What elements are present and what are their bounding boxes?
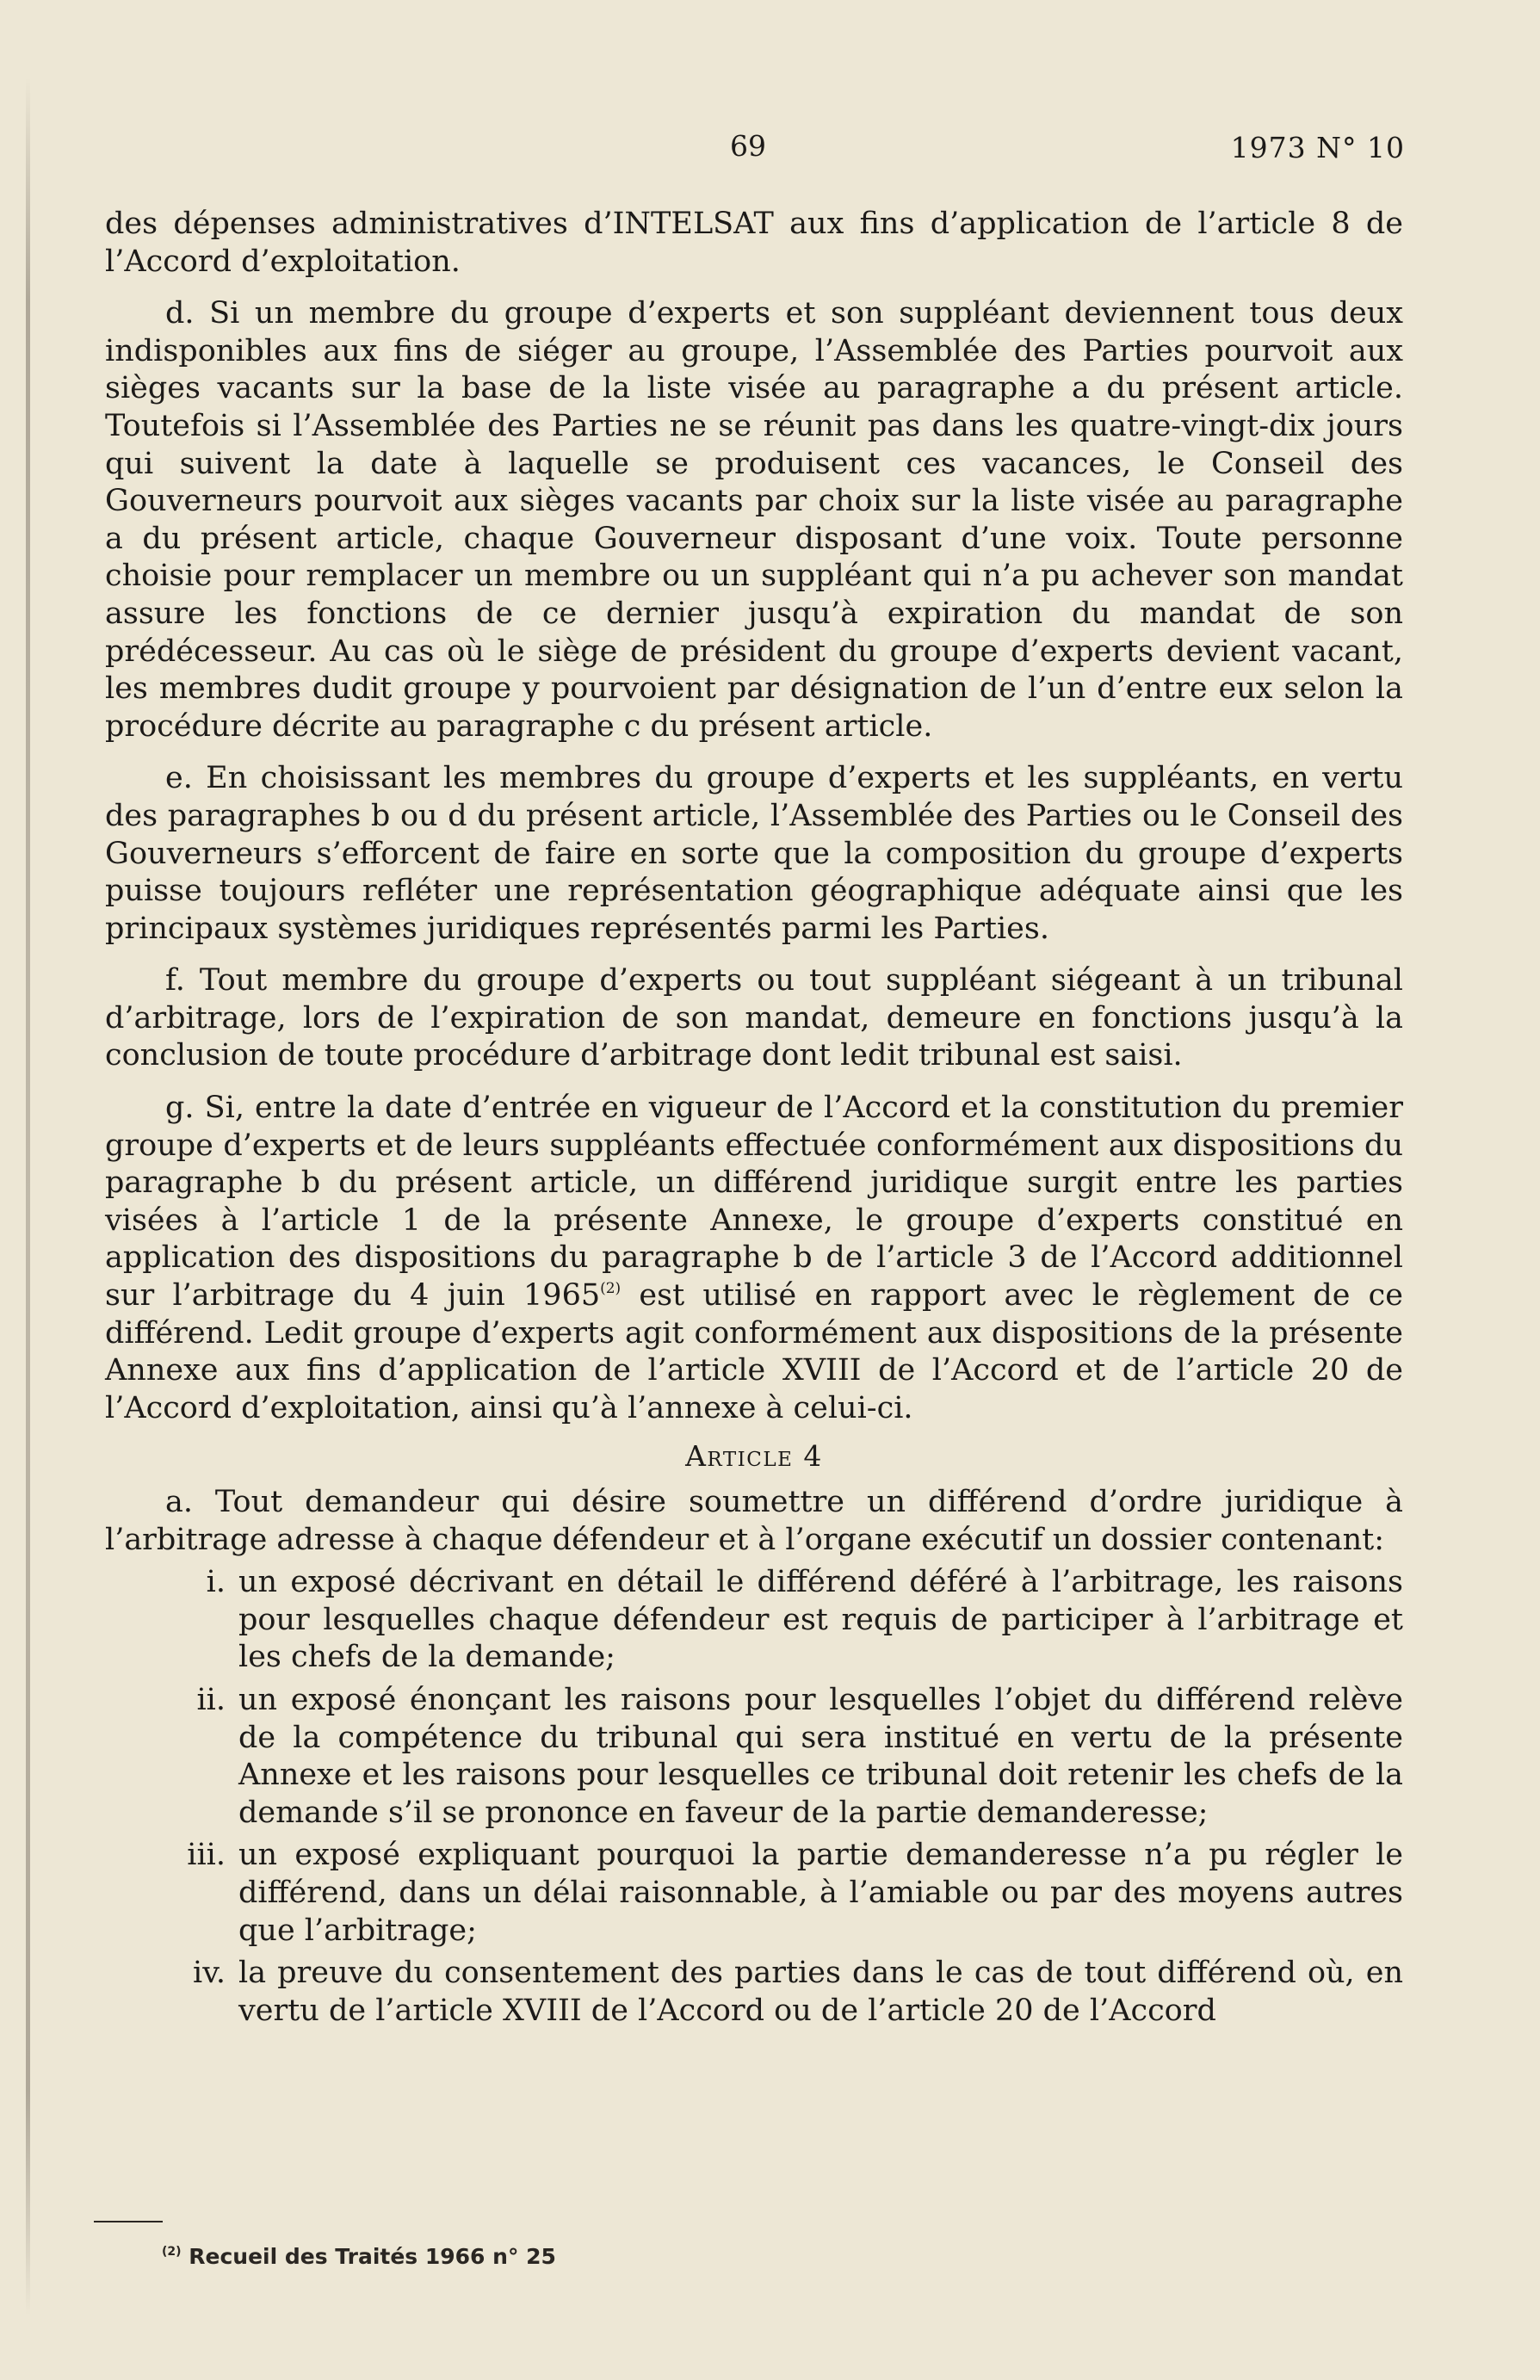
list-item-text: la preuve du consentement des parties dans le cas de tout différend où, en vertu de l’article XVIII de l’Accord ou de l’article 20 de l’Accord [238,1956,1403,2028]
list-item-number: iii. [187,1838,226,1873]
list-item-number: iv. [193,1956,226,1991]
paragraph-d: d. Si un membre du groupe d’experts et son suppléant deviennent tous deux indisponibles aux fins de siéger au groupe, l’Assemblée des Parties pourvoit aux sièges vacants sur la base de la liste visée au paragraphe a du présent article. Toutefois si l’Assemblée des Parties ne se réunit pas dans les quatre-vingt-dix jours qui suivent la date à laquelle se produisent ces vacances, le Conseil des Gouverneurs pourvoit aux sièges vacants par choix sur la liste visée au paragraphe a du présent article, chaque Gouverneur disposant d’une voix. Toute personne choisie pour remplacer un membre ou un suppléant qui n’a pu achever son mandat assure les fonctions de ce dernier jusqu’à expiration du mandat de son prédécesseur. Au cas où le siège de président du groupe d’experts devient vacant, les membres dudit groupe y pourvoient par désignation de l’un d’entre eux selon la procédure décrite au paragraphe c du présent article. [105,296,1403,744]
list-item-number: i. [206,1565,226,1600]
footnote [162,2238,556,2276]
footnote-marker: (2) [162,2245,182,2259]
paragraph-g-text-before: g. Si, entre la date d’entrée en vigueur de l’Accord et la constitution du premier groupe d’experts et de leurs suppléants effectuée conformément aux dispositions du paragraphe b du présent article, un différend juridique surgit entre les parties visées à l’article 1 de la présente Annexe, le groupe d’experts constitué en application des dispositions du paragraphe b de l’article 3 de l’Accord additionnel sur l’arbitrage du 4 juin 1965 [105,1091,1403,1314]
paragraph-g-text-after: est utilisé en rapport avec le règlement de ce différend. Ledit groupe d’experts agit conformément aux dispositions de la présente Annexe aux fins d’application de l’article XVIII de l’Accord et de l’article 20 de l’Accord d’exploitation, ainsi qu’à l’annexe à celui-ci. [105,1278,1403,1425]
paragraph-g [105,1090,1403,1427]
list-item-text: un exposé expliquant pourquoi la partie demanderesse n’a pu régler le différend, dans un délai raisonnable, à l’amiable ou par des moyens autres que l’arbitrage; [238,1838,1403,1948]
footnote-reference: (2) [600,1280,622,1298]
list-item [105,1837,1403,1950]
article-4-item-list [105,1564,1403,2030]
list-item-text: un exposé décrivant en détail le différend déféré à l’arbitrage, les raisons pour lesquelles chaque défendeur est requis de participer à l’arbitrage et les chefs de la demande; [238,1565,1403,1675]
list-item [105,1955,1403,2030]
paragraph-e: e. En choisissant les membres du groupe d’experts et les suppléants, en vertu des paragraphes b ou d du présent article, l’Assemblée des Parties ou le Conseil des Gouverneurs s’efforcent de faire en sorte que la composition du groupe d’experts puisse toujours refléter une représentation géographique adéquate ainsi que les principaux systèmes juridiques représentés parmi les Parties. [105,761,1403,946]
list-item [105,1564,1403,1677]
list-item-number: ii. [196,1682,226,1717]
binding-edge [26,77,30,2315]
footnote-text: Recueil des Traités 1966 n° 25 [181,2244,556,2269]
list-item-text: un exposé énonçant les raisons pour lesquelles l’objet du différend relève de la compétence du tribunal qui sera institué en vertu de la présente Annexe et les raisons pour lesquelles ce tribunal doit retenir les chefs de la demande s’il se prononce en faveur de la partie demanderesse; [238,1682,1403,1830]
list-item [105,1682,1403,1832]
journal-reference: 1973 N° 10 [1230,131,1405,164]
article-heading: Article 4 [685,1439,823,1474]
page-number: 69 [730,129,766,163]
footnote-divider [94,2221,163,2222]
paragraph-f: f. Tout membre du groupe d’experts ou tout suppléant siégeant à un tribunal d’arbitrage, lors de l’expiration de son mandat, demeure en fonctions jusqu’à la conclusion de toute procédure d’arbitrage dont ledit tribunal est saisi. [105,963,1403,1073]
paragraph-continuation: des dépenses administratives d’INTELSAT aux fins d’application de l’article 8 de l’Accord d’exploitation. [105,207,1403,279]
article-4-paragraph-a: a. Tout demandeur qui désire soumettre un différend d’ordre juridique à l’arbitrage adresse à chaque défendeur et à l’organe exécutif un dossier contenant: [105,1485,1403,1557]
page-header [105,127,1403,170]
body-text [105,206,1403,2035]
